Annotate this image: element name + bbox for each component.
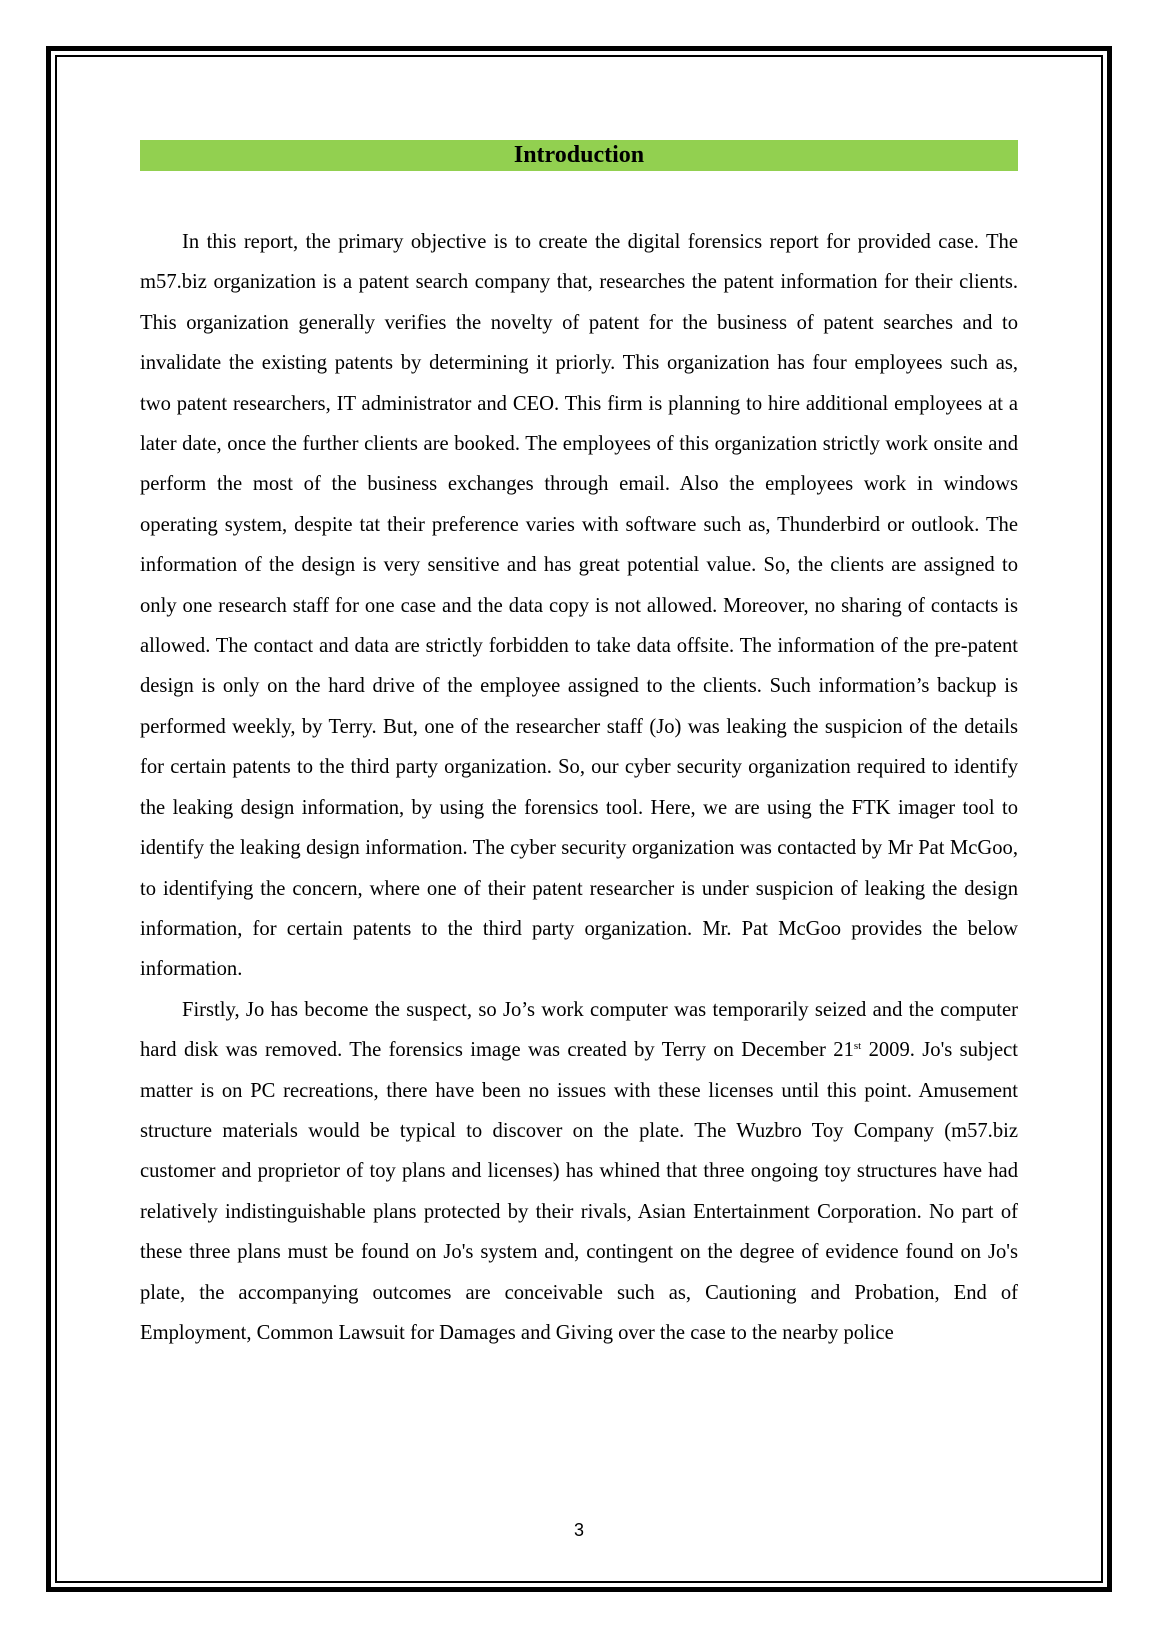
paragraph-2-text-end: 2009. Jo's subject matter is on PC recreations, there have been no issues with these licenses until this point. Amusement structure materials would be typical to discover on the plate. The Wuzbro Toy Company (m57.biz customer and proprietor of toy plans and licenses) has whined that three ongoing toy structures have had relatively indistinguishable plans protected by their rivals, Asian Entertainment Corporation. No part of these three plans must be found on Jo's system and, contingent on the degree of evidence found on Jo's plate, the accompanying outcomes are conceivable such as, Cautioning and Probation, End of Employment, Common Lawsuit for Damages and Giving over the case to the nearby police — [140, 1039, 1018, 1344]
paragraph-2-text-start: Firstly, Jo has become the suspect, so Jo’s work computer was temporarily seized and the computer hard disk was removed. The forensics image was created by Terry on December 21 — [140, 998, 1018, 1062]
paragraph-1: In this report, the primary objective is to create the digital forensics report for provided case. The m57.biz organization is a patent search company that, researches the patent information for their clients. This organization generally verifies the novelty of patent for the business of patent searches and to invalidate the existing patents by determining it priorly. This organization has four employees such as, two patent researchers, IT administrator and CEO. This firm is planning to hire additional employees at a later date, once the further clients are booked. The employees of this organization strictly work onsite and perform the most of the business exchanges through email. Also the employees work in windows operating system, despite tat their preference varies with software such as, Thunderbird or outlook. The information of the design is very sensitive and has great potential value. So, the clients are assigned to only one research staff for one case and the data copy is not allowed. Moreover, no sharing of contacts is allowed. The contact and data are strictly forbidden to take data offsite. The information of the pre-patent design is only on the hard drive of the employee assigned to the clients. Such information’s backup is performed weekly, by Terry. But, one of the researcher staff (Jo) was leaking the suspicion of the details for certain patents to the third party organization. So, our cyber security organization required to identify the leaking design information, by using the forensics tool. Here, we are using the FTK imager tool to identify the leaking design information. The cyber security organization was contacted by Mr Pat McGoo, to identifying the concern, where one of their patent researcher is under suspicion of leaking the design information, for certain patents to the third party organization. Mr. Pat McGoo provides the below information. — [140, 231, 1018, 981]
ordinal-suffix: st — [853, 1040, 862, 1053]
section-heading: Introduction — [140, 140, 1018, 171]
paragraph-2 — [140, 990, 1018, 1354]
page-number: 3 — [573, 1520, 584, 1540]
body-text — [140, 222, 1018, 1353]
